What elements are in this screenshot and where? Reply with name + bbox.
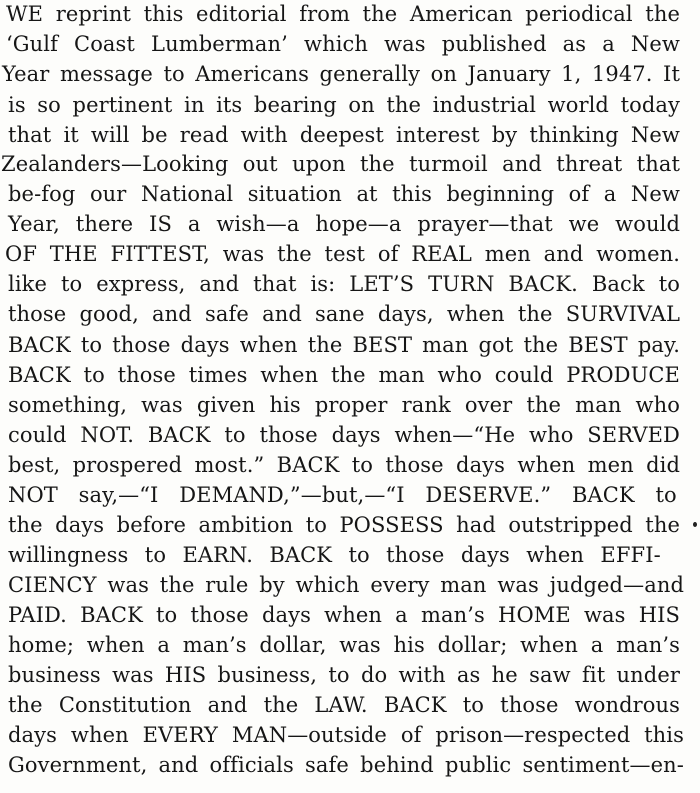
text-line-9: OF THE FITTEST, was the test of REAL men and women. [5, 242, 680, 266]
text-line-1: WE reprint this editorial from the American periodical the [6, 2, 680, 26]
text-line-14: something, was given his proper rank over the man who [8, 393, 680, 417]
text-line-22: home; when a man’s dollar, was his dollar; when a man’s [8, 633, 680, 657]
text-line-25: days when EVERY MAN—outside of prison—respected this [8, 723, 684, 747]
text-line-13: BACK to those times when the man who could PRODUCE [8, 363, 680, 387]
text-line-24: the Constitution and the LAW. BACK to those wondrous [8, 693, 680, 717]
text-line-12: BACK to those days when the BEST man got the BEST pay. [8, 333, 680, 357]
text-line-17: NOT say,—“I DEMAND,”—but,—“I DESERVE.” BACK to [8, 483, 677, 507]
text-line-6: Zealanders—Looking out upon the turmoil and threat that [1, 152, 680, 176]
text-line-5: that it will be read with deepest interest by thinking New [8, 123, 680, 147]
text-line-4: is so pertinent in its bearing on the industrial world today [8, 93, 680, 117]
text-line-18: the days before ambition to POSSESS had outstripped the [8, 513, 680, 537]
text-line-21: PAID. BACK to those days when a man’s HOME was HIS [8, 603, 680, 627]
text-line-8: Year, there IS a wish—a hope—a prayer—that we would [8, 212, 680, 236]
margin-mark [693, 522, 697, 527]
text-line-15: could NOT. BACK to those days when—“He who SERVED [8, 423, 680, 447]
text-line-23: business was HIS business, to do with as he saw fit under [8, 663, 680, 687]
text-line-10: like to express, and that is: LET’S TURN BACK. Back to [8, 272, 680, 296]
text-line-19: willingness to EARN. BACK to those days when EFFI- [8, 543, 661, 567]
text-line-11: those good, and safe and sane days, when the SURVIVAL [8, 302, 680, 326]
text-line-2: ‘Gulf Coast Lumberman’ which was published as a New [6, 32, 680, 56]
text-line-16: best, prospered most.” BACK to those days when men did [8, 453, 680, 477]
text-line-7: be-fog our National situation at this beginning of a New [8, 182, 680, 206]
text-line-3: Year message to Americans generally on January 1, 1947. It [2, 62, 680, 86]
text-line-26: Government, and officials safe behind public sentiment—en- [8, 753, 684, 777]
text-line-20: CIENCY was the rule by which every man was judged—and [8, 573, 684, 597]
